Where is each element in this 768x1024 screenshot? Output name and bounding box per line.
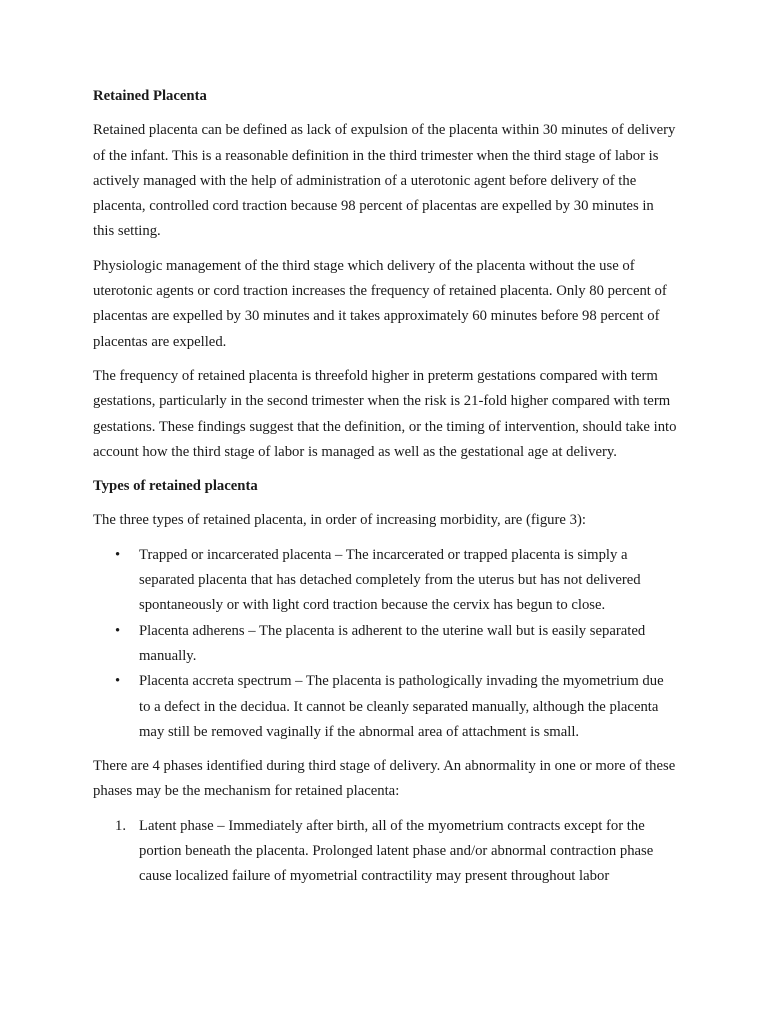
list-item bbox=[93, 669, 678, 745]
list-item bbox=[93, 619, 678, 670]
document-body bbox=[93, 84, 678, 890]
document-title: Retained Placenta bbox=[93, 88, 207, 104]
list-number: 1. bbox=[115, 817, 127, 834]
list-item-text: Latent phase – Immediately after birth, all of the myometrium contracts except for the portion beneath the placenta. Prolonged latent phase and/or abnormal contraction phase cause localized failure of myometrial contractility may present throughout labor bbox=[139, 817, 654, 885]
list-item bbox=[93, 543, 678, 619]
types-list bbox=[93, 543, 678, 745]
types-heading: Types of retained placenta bbox=[93, 478, 258, 495]
list-item-text: Placenta accreta spectrum – The placenta is pathologically invading the myometrium due to a defect in the decidua. It cannot be cleanly separated manually, although the placenta may still be removed vaginally if the abnormal area of attachment is small. bbox=[139, 673, 664, 740]
paragraph-physiologic-management: Physiologic management of the third stage which delivery of the placenta without the use of uterotonic agents or cord traction increases the frequency of retained placenta. Only 80 percent of placentas are expelled by 30 minutes and it takes approximately 60 minutes before 98 percent of placentas are expelled. bbox=[93, 257, 667, 350]
list-item-text: Trapped or incarcerated placenta – The incarcerated or trapped placenta is simply a separated placenta that has detached completely from the uterus but has not delivered spontaneously or with light cord traction because the cervix has begun to close. bbox=[139, 546, 641, 614]
bullet-icon: • bbox=[115, 673, 121, 690]
list-item bbox=[93, 814, 678, 890]
bullet-icon: • bbox=[115, 622, 121, 639]
bullet-icon: • bbox=[115, 546, 121, 563]
list-item-text: Placenta adherens – The placenta is adherent to the uterine wall but is easily separated manually. bbox=[139, 622, 646, 664]
paragraph-frequency: The frequency of retained placenta is threefold higher in preterm gestations compared with term gestations, particularly in the second trimester when the risk is 21-fold higher compared with term gestations. These findings suggest that the definition, or the timing of intervention, should take into account how the third stage of labor is managed as well as the gestational age at delivery. bbox=[93, 367, 677, 460]
paragraph-definition: Retained placenta can be defined as lack of expulsion of the placenta within 30 minutes of delivery of the infant. This is a reasonable definition in the third trimester when the third stage of labor is actively managed with the help of administration of a uterotonic agent before delivery of the placenta, controlled cord traction because 98 percent of placentas are expelled by 30 minutes in this setting. bbox=[93, 122, 676, 240]
phases-intro: There are 4 phases identified during third stage of delivery. An abnormality in one or more of these phases may be the mechanism for retained placenta: bbox=[93, 758, 676, 800]
phases-list bbox=[93, 814, 678, 890]
types-intro: The three types of retained placenta, in order of increasing morbidity, are (figure 3): bbox=[93, 512, 586, 529]
